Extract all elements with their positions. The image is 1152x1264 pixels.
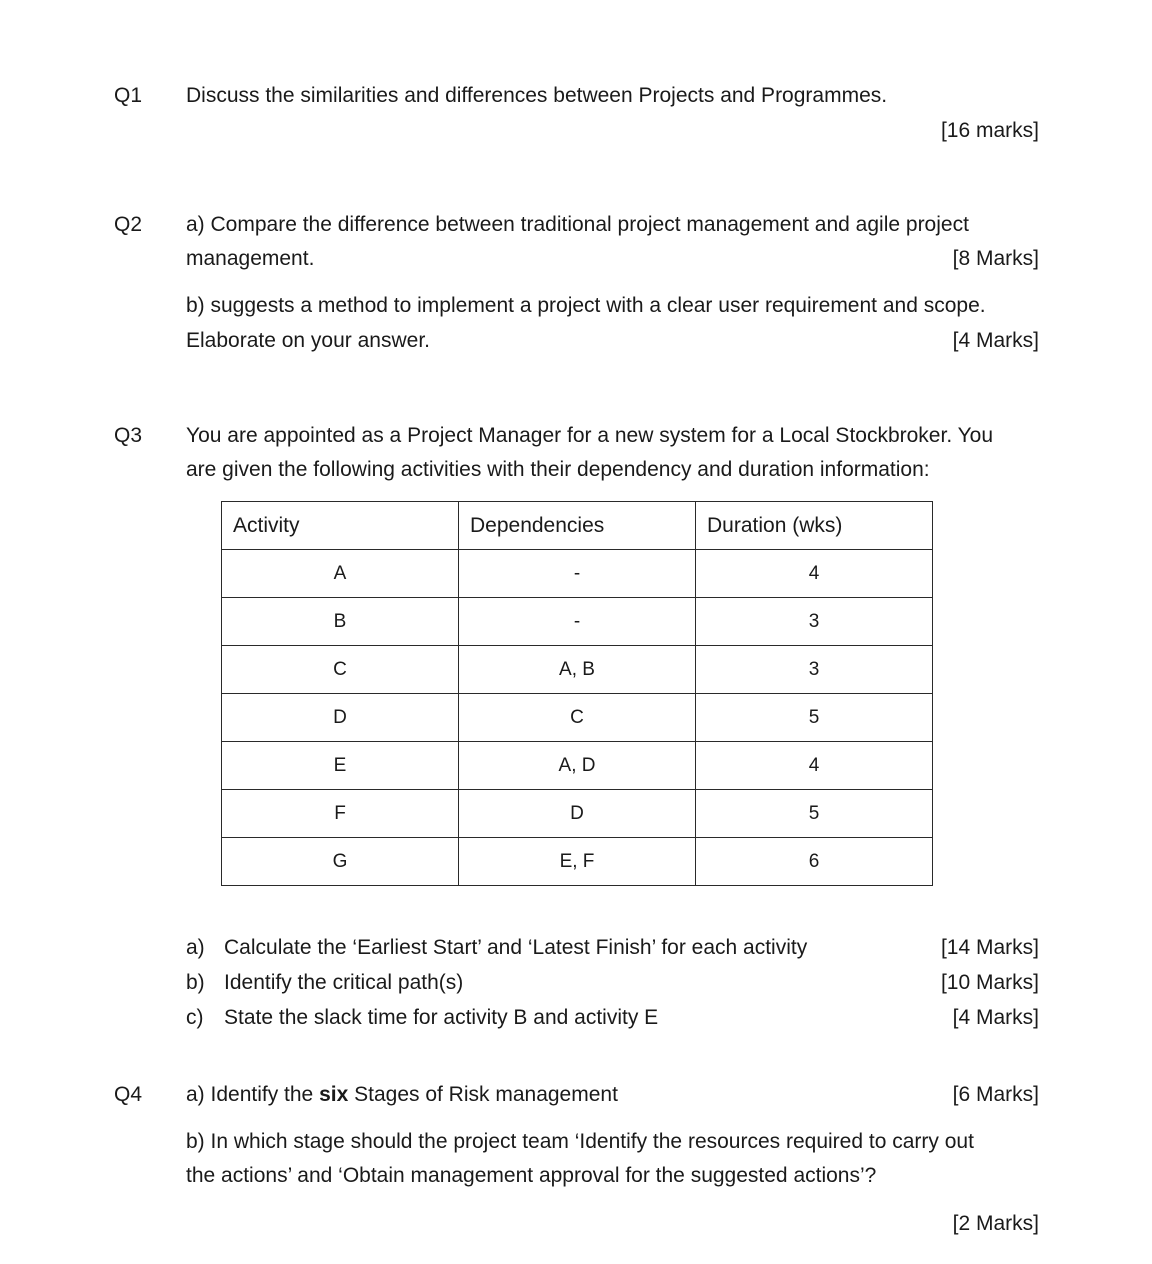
table-row: [222, 694, 933, 742]
q3c-marks: [4 Marks]: [952, 1006, 1039, 1029]
q4a-prefix: a) Identify the: [186, 1083, 320, 1106]
q4a-bold-word: six: [319, 1083, 349, 1106]
q3-line1: You are appointed as a Project Manager for a new system for a Local Stockbroker. You: [186, 424, 994, 447]
cell-dependencies: A, D: [459, 742, 696, 790]
cell-duration: 6: [696, 838, 933, 886]
table-row: [222, 550, 933, 598]
question-number-q4: Q4: [114, 1083, 143, 1106]
cell-activity: E: [222, 742, 459, 790]
table-row: [222, 742, 933, 790]
q3a-label: a): [186, 936, 205, 959]
table-header-row: [222, 502, 933, 550]
cell-dependencies: C: [459, 694, 696, 742]
activity-table: [221, 501, 933, 886]
cell-duration: 4: [696, 742, 933, 790]
q3c-label: c): [186, 1006, 204, 1029]
cell-duration: 3: [696, 646, 933, 694]
q2b-line2: Elaborate on your answer.: [186, 329, 430, 352]
q3-line2: are given the following activities with their dependency and duration information:: [186, 458, 930, 481]
cell-activity: F: [222, 790, 459, 838]
question-number-q3: Q3: [114, 424, 143, 447]
q4b-line1: b) In which stage should the project team ‘Identify the resources required to carry out: [186, 1130, 974, 1153]
q3b-label: b): [186, 971, 205, 994]
q2a-line1: a) Compare the difference between traditional project management and agile project: [186, 213, 969, 236]
header-activity: Activity: [222, 502, 459, 550]
q3c-text: State the slack time for activity B and activity E: [224, 1006, 659, 1029]
cell-activity: C: [222, 646, 459, 694]
q3b-text: Identify the critical path(s): [224, 971, 464, 994]
cell-activity: A: [222, 550, 459, 598]
cell-activity: B: [222, 598, 459, 646]
q1-text: Discuss the similarities and differences between Projects and Programmes.: [186, 84, 888, 107]
q3b-marks: [10 Marks]: [940, 971, 1039, 994]
cell-activity: G: [222, 838, 459, 886]
q4a-text: [186, 1083, 618, 1107]
question-number-q1: Q1: [114, 84, 143, 107]
q2a-marks: [8 Marks]: [952, 247, 1039, 270]
q2b-line1: b) suggests a method to implement a project with a clear user requirement and scope.: [186, 294, 986, 317]
header-duration: Duration (wks): [696, 502, 933, 550]
cell-dependencies: -: [459, 598, 696, 646]
q3a-text: Calculate the ‘Earliest Start’ and ‘Latest Finish’ for each activity: [224, 936, 808, 959]
q4a-suffix: Stages of Risk management: [348, 1083, 618, 1106]
q1-marks: [16 marks]: [940, 119, 1039, 142]
table-row: [222, 790, 933, 838]
cell-dependencies: -: [459, 550, 696, 598]
q3a-marks: [14 Marks]: [940, 936, 1039, 959]
cell-duration: 5: [696, 694, 933, 742]
cell-duration: 3: [696, 598, 933, 646]
cell-dependencies: A, B: [459, 646, 696, 694]
q2b-marks: [4 Marks]: [952, 329, 1039, 352]
table-row: [222, 598, 933, 646]
q4b-marks: [2 Marks]: [952, 1212, 1039, 1235]
cell-duration: 4: [696, 550, 933, 598]
cell-duration: 5: [696, 790, 933, 838]
question-number-q2: Q2: [114, 213, 143, 236]
q4b-line2: the actions’ and ‘Obtain management approval for the suggested actions’?: [186, 1164, 877, 1187]
table-row: [222, 646, 933, 694]
table-row: [222, 838, 933, 886]
q4a-marks: [6 Marks]: [952, 1083, 1039, 1106]
q2a-line2: management.: [186, 247, 315, 270]
cell-dependencies: E, F: [459, 838, 696, 886]
header-dependencies: Dependencies: [459, 502, 696, 550]
cell-activity: D: [222, 694, 459, 742]
cell-dependencies: D: [459, 790, 696, 838]
